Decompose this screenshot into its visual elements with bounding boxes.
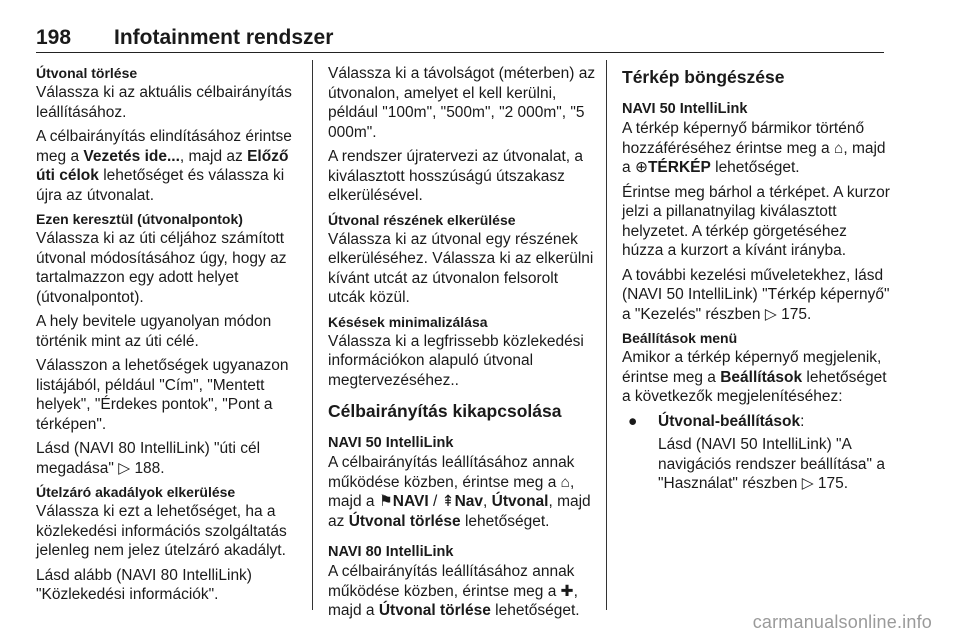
- model-label: NAVI 50 IntelliLink: [328, 435, 454, 451]
- paragraph: Válassza ki ezt a lehetőséget, ha a közlekedési információs szolgáltatás jelenleg nem jelez útelzáró akadályt.: [36, 503, 287, 559]
- page-ref-arrow-icon: ▷: [118, 459, 131, 477]
- page-ref-arrow-icon: ▷: [801, 475, 814, 492]
- section-heading: Célbairányítás kikapcsolása: [328, 401, 562, 421]
- flag-icon: ⚑: [378, 493, 393, 510]
- page-reference[interactable]: 188.: [134, 459, 165, 477]
- page-header: [36, 22, 884, 53]
- paragraph: Lásd alább (NAVI 80 IntelliLink) "Közlekedési információk".: [36, 566, 252, 603]
- page-reference[interactable]: 175.: [817, 475, 849, 492]
- model-label: NAVI 80 IntelliLink: [328, 544, 454, 560]
- section-title: Késések minimalizálása: [328, 313, 488, 330]
- paragraph: A célbairányítás leállításához annak működése közben, érintse meg a ⌂, majd a ⚑NAVI / ⇞Nav, Útvonal, majd az Útvonal törlése lehetőséget.: [328, 454, 591, 530]
- paragraph: Válassza ki a távolságot (méterben) az útvonalon, amelyet el kell kerülni, például "100m", "500m", "2 000m", "5 000m".: [328, 65, 596, 141]
- paragraph: Válassza ki az úti céljához számított útvonal módosításához úgy, hogy az tartalmazzon egy adott helyet (útvonalpontot).: [36, 230, 287, 306]
- model-label: NAVI 50 IntelliLink: [622, 101, 748, 117]
- column-3: [622, 64, 892, 498]
- section-title: Útvonal törlése: [36, 65, 138, 81]
- map-target-icon: ⊕: [634, 159, 648, 176]
- nav-icon: ⇞: [441, 493, 455, 510]
- paragraph: Válasszon a lehetőségek ugyanazon listájából, például "Cím", "Mentett helyek", "Érdekes pontok", "Pont a térképen".: [36, 357, 289, 433]
- list-item: [622, 412, 892, 498]
- paragraph: A további kezelési műveletekhez, lásd (NAVI 50 IntelliLink) "Térkép képernyő" a "Kezelés" részben ▷ 175.: [622, 266, 890, 323]
- paragraph: A célbairányítás elindításához érintse meg a Vezetés ide..., majd az Előző úti célok lehetőséget és válassza ki újra az útvonalat.: [36, 128, 292, 204]
- home-icon: ⌂: [560, 473, 571, 491]
- section-title: Útvonal részének elkerülése: [328, 211, 516, 228]
- paragraph: Válassza ki az aktuális célbairányítás leállításához.: [36, 84, 292, 121]
- home-icon: ⌂: [833, 139, 844, 157]
- watermark: carmanualsonline.info: [752, 612, 932, 632]
- paragraph: Érintse meg bárhol a térképet. A kurzor jelzi a pillanatnyilag kiválasztott helyzetet. A térkép görgetéséhez húzza a kurzort a kívánt irányba.: [622, 183, 890, 259]
- paragraph: Lásd (NAVI 50 IntelliLink) "A navigációs rendszer beállítása" a "Használat" részben ▷ 175.: [658, 436, 885, 492]
- paragraph: Válassza ki az útvonal egy részének elkerüléséhez. Válassza ki az elkerülni kívánt utcát az útvonalon felsorolt utcák közül.: [328, 230, 594, 306]
- page-ref-arrow-icon: ▷: [764, 305, 777, 323]
- paragraph: Lásd (NAVI 80 IntelliLink) "úti cél megadása" ▷ 188.: [36, 440, 261, 477]
- paragraph: A rendszer újratervezi az útvonalat, a kiválasztott hosszúságú útszakasz elkerülésével.: [328, 148, 584, 204]
- section-title: Útelzáró akadályok elkerülése: [36, 484, 236, 500]
- column-2: [328, 64, 596, 626]
- section-title: Beállítások menü: [622, 330, 738, 346]
- paragraph: Amikor a térkép képernyő megjelenik, érintse meg a Beállítások lehetőséget a következők megjelenítéséhez:: [622, 349, 887, 405]
- bullet-icon: ●: [628, 412, 638, 430]
- paragraph: Válassza ki a legfrissebb közlekedési információkon alapuló útvonal megtervezéséhez..: [328, 332, 584, 389]
- menu-term: Vezetés ide...: [83, 147, 180, 165]
- paragraph: A hely bevitele ugyanolyan módon történik mint az úti célé.: [36, 313, 272, 350]
- plus-icon: ✚: [560, 582, 574, 600]
- page-title: Infotainment rendszer: [114, 26, 334, 49]
- paragraph: A célbairányítás leállításához annak működése közben, érintse meg a ✚, majd a Útvonal törlése lehetőséget.: [328, 563, 580, 619]
- page-reference[interactable]: 175.: [781, 305, 812, 323]
- page-number: 198: [36, 26, 72, 49]
- paragraph: Útvonal-beállítások:: [658, 412, 805, 430]
- menu-term: Előző úti célok: [36, 147, 289, 184]
- column-1: [36, 64, 300, 610]
- column-divider: [606, 60, 607, 610]
- section-heading: Térkép böngészése: [622, 67, 785, 87]
- column-divider: [312, 60, 313, 610]
- section-title: Ezen keresztül (útvonalpontok): [36, 211, 243, 227]
- paragraph: A térkép képernyő bármikor történő hozzáféréséhez érintse meg a ⌂, majd a ⊕TÉRKÉP lehetőséget.: [622, 120, 886, 176]
